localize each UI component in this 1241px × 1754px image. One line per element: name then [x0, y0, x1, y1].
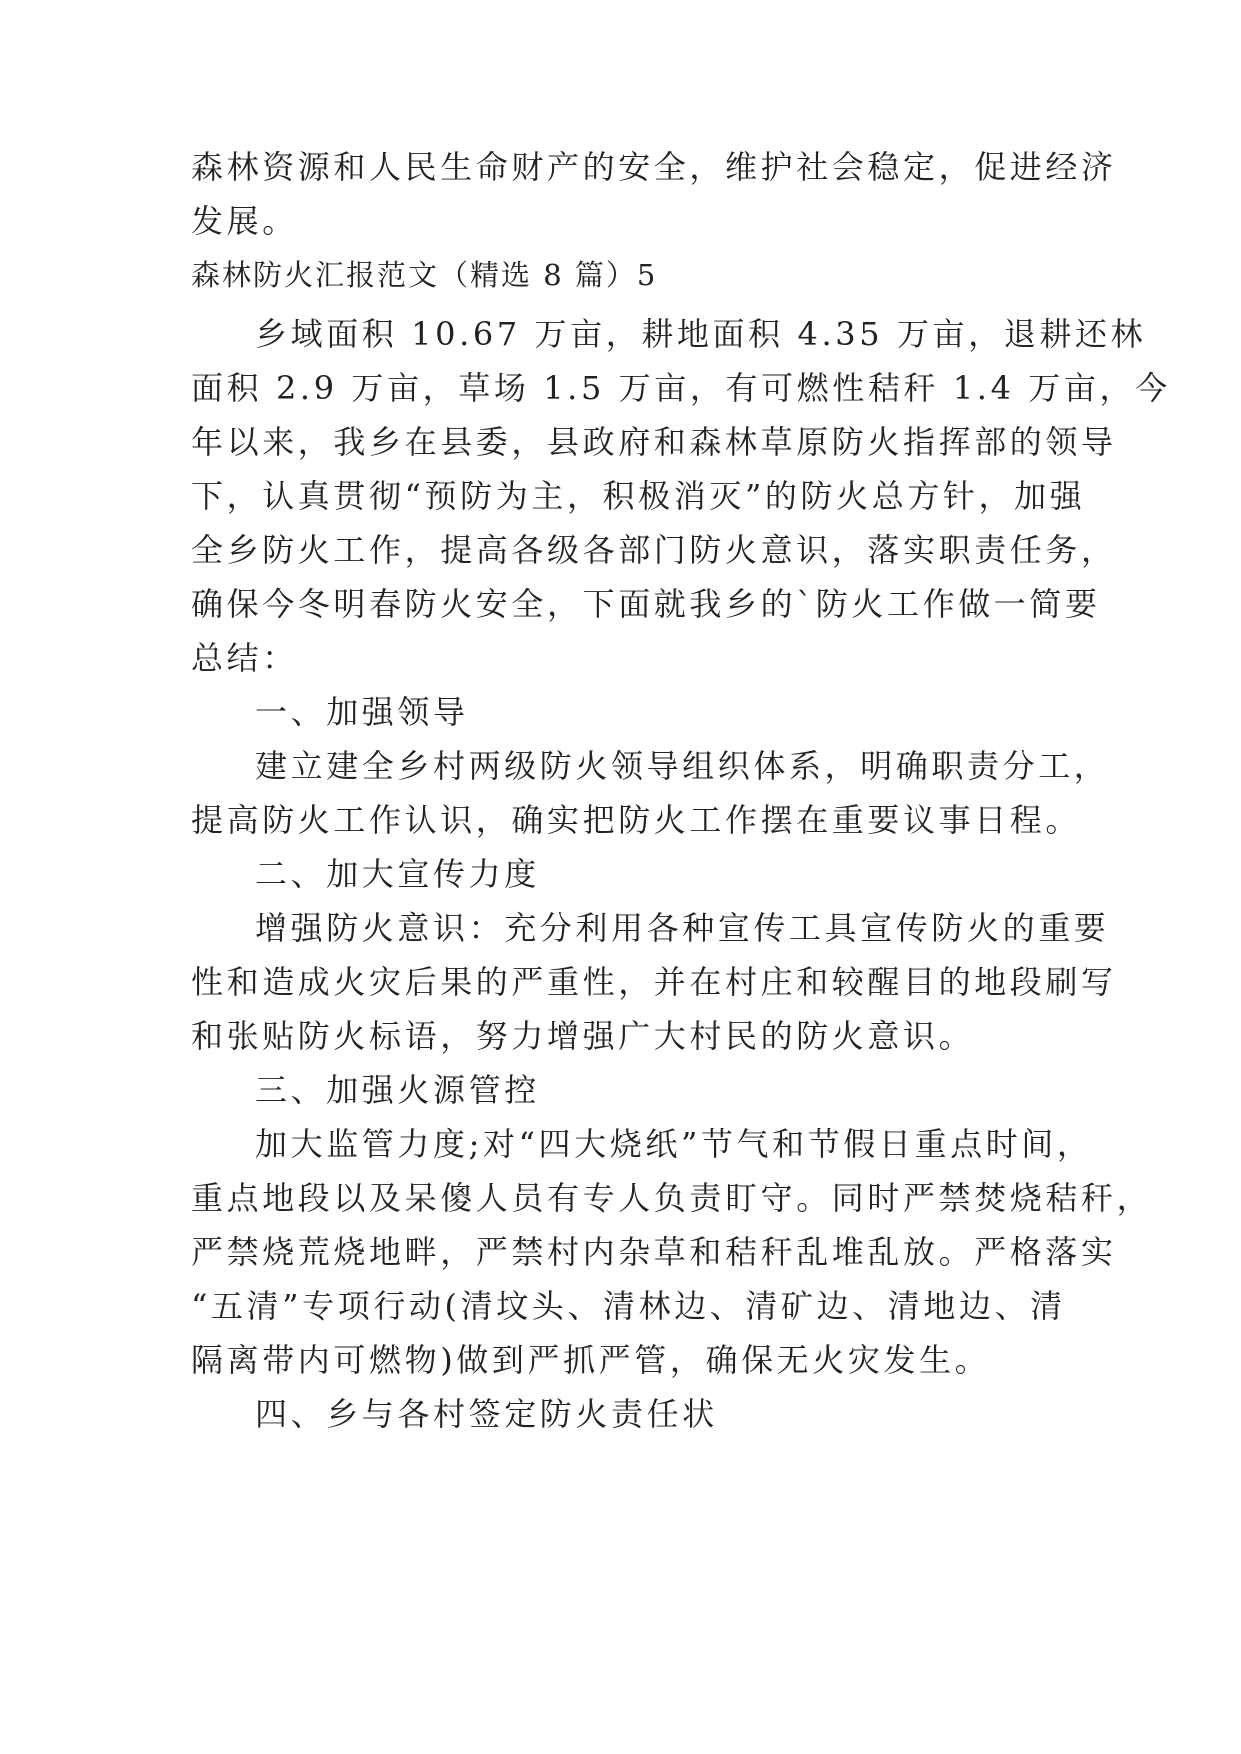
text-line: 确保今冬明春防火安全，下面就我乡的`防火工作做一简要: [191, 585, 1101, 623]
text-line: 建立建全乡村两级防火领导组织体系，明确职责分工，: [255, 747, 1110, 785]
section-title: 森林防火汇报范文（精选 8 篇）5: [191, 258, 658, 292]
text-line: 下，认真贯彻“预防为主，积极消灭”的防火总方针，加强: [191, 477, 1086, 515]
text-line: 和张贴防火标语，努力增强广大村民的防火意识。: [191, 1017, 975, 1055]
text-line: 总结：: [191, 639, 298, 677]
text-line: 增强防火意识：充分利用各种宣传工具宣传防火的重要: [255, 909, 1110, 947]
text-line: 全乡防火工作，提高各级各部门防火意识，落实职责任务，: [191, 531, 1117, 569]
text-line: 面积 2.9 万亩，草场 1.5 万亩，有可燃性秸秆 1.4 万亩，今: [191, 369, 1171, 407]
text-line: 发展。: [191, 202, 298, 240]
text-line: 年以来，我乡在县委，县政府和森林草原防火指挥部的领导: [191, 423, 1117, 461]
text-line: 加大监管力度;对“四大烧纸”节气和节假日重点时间，: [255, 1125, 1093, 1163]
text-line: 乡域面积 10.67 万亩，耕地面积 4.35 万亩，退耕还林: [255, 315, 1147, 353]
text-line: “五清”专项行动(清坟头、清林边、清矿边、清地边、清: [191, 1287, 1066, 1325]
subheading: 四、乡与各村签定防火责任状: [255, 1395, 718, 1433]
subheading: 一、加强领导: [255, 693, 469, 731]
text-line: 隔离带内可燃物)做到严抓严管，确保无火灾发生。: [191, 1341, 991, 1379]
text-line: 性和造成火灾后果的严重性，并在村庄和较醒目的地段刷写: [191, 963, 1117, 1001]
text-line: 严禁烧荒烧地畔，严禁村内杂草和秸秆乱堆乱放。严格落实: [191, 1233, 1117, 1271]
subheading: 三、加强火源管控: [255, 1071, 540, 1109]
text-line: 森林资源和人民生命财产的安全，维护社会稳定，促进经济: [191, 148, 1117, 186]
subheading: 二、加大宣传力度: [255, 855, 540, 893]
text-line: 提高防火工作认识，确实把防火工作摆在重要议事日程。: [191, 801, 1082, 839]
text-line: 重点地段以及呆傻人员有专人负责盯守。同时严禁焚烧秸秆，: [191, 1179, 1153, 1217]
